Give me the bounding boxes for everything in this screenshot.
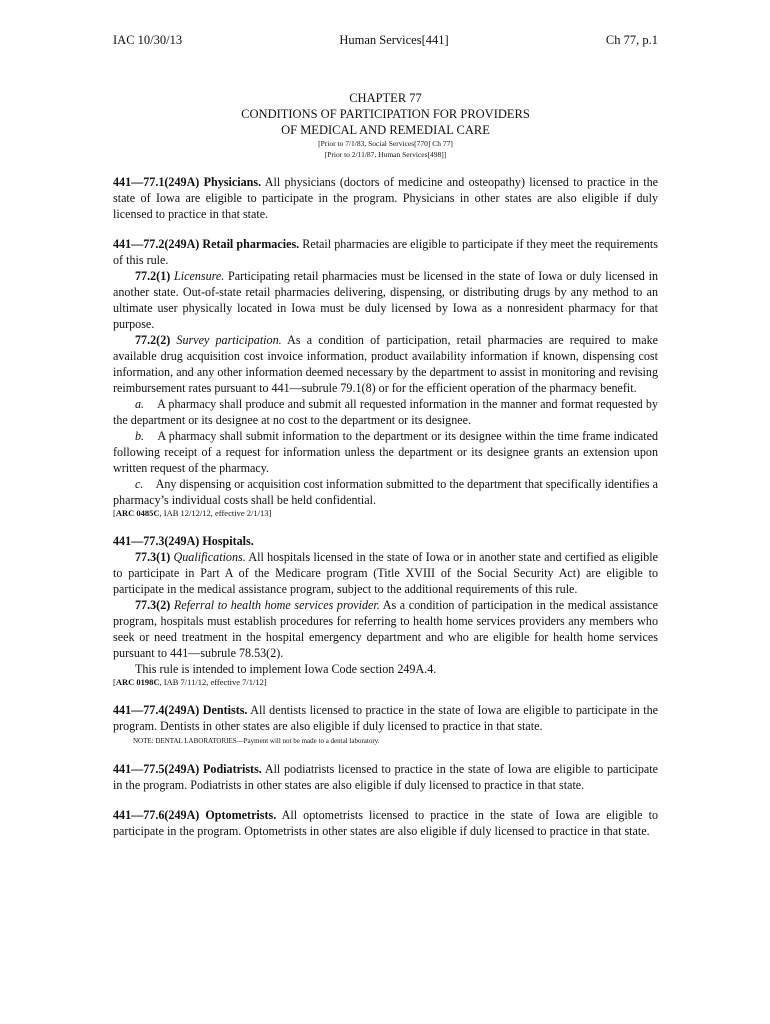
header-agency: Human Services[441] xyxy=(339,33,449,47)
chapter-number: CHAPTER 77 xyxy=(349,91,422,105)
subrule-77-2-2-number: 77.2(2) xyxy=(135,333,171,347)
running-header xyxy=(113,32,658,48)
rule-77-3-history-text: , IAB 7/11/12, effective 7/1/12] xyxy=(159,677,267,687)
rule-77-3-implementation: This rule is intended to implement Iowa Code section 249A.4. xyxy=(135,662,437,676)
subrule-77-3-1-title: Qualifications. xyxy=(170,550,246,564)
header-page: Ch 77, p.1 xyxy=(605,33,658,47)
rule-77-2-text: Retail pharmacies are eligible to participate if they meet the requirements of this rule. xyxy=(113,237,658,267)
rule-77-2-history-text: , IAB 12/12/12, effective 2/1/13] xyxy=(159,508,272,518)
rule-77-2-heading: 441—77.2(249A) Retail pharmacies. xyxy=(113,237,300,251)
subrule-77-3-2-title: Referral to health home services provider. xyxy=(170,598,380,612)
rule-77-3-arc: ARC 0198C xyxy=(115,677,160,687)
rule-77-5-text: All podiatrists licensed to practice in the state of Iowa are eligible to participate in the program. Podiatrists in other states are also eligible if duly licensed to practice in that state. xyxy=(113,762,658,792)
rule-77-5-heading: 441—77.5(249A) Podiatrists. xyxy=(113,762,262,776)
chapter-prior-note-1: [Prior to 7/1/83, Social Services[770] Ch 77] xyxy=(318,139,453,148)
rule-77-1-text: All physicians (doctors of medicine and osteopathy) licensed to practice in the state of Iowa are eligible to participate in the program. Physicians in other states are also eligible if duly licensed to practice in that state. xyxy=(113,175,658,221)
chapter-title-line-1: CONDITIONS OF PARTICIPATION FOR PROVIDERS xyxy=(241,107,530,121)
paragraph-b xyxy=(113,428,658,476)
dental-laboratory-note: NOTE: DENTAL LABORATORIES—Payment will not be made to a dental laboratory. xyxy=(133,737,380,745)
chapter-title-line-2: OF MEDICAL AND REMEDIAL CARE xyxy=(281,123,490,137)
subrule-77-2-2-text: As a condition of participation, retail pharmacies are required to make available drug acquisition cost invoice information, product availability information if known, dispensing cost information, and any other information deemed necessary by the department to assist in monitoring and revising reimbursement rates pursuant to 441—subrule 79.1(8) or for the efficient operation of the pharmacy benefit. xyxy=(113,333,658,395)
paragraph-b-label: b. xyxy=(135,429,145,443)
rule-77-3 xyxy=(113,533,658,549)
paragraph-c-label: c. xyxy=(135,477,144,491)
rule-77-2-arc: ARC 0485C xyxy=(115,508,160,518)
rule-77-1-heading: 441—77.1(249A) Physicians. xyxy=(113,175,262,189)
subrule-77-3-1 xyxy=(113,549,658,597)
subrule-77-3-1-text: All hospitals licensed in the state of Iowa or in another state and certified as eligible to participate in Part A of the Medicare program (Title XVIII of the Social Security Act) are eligible to participate in the medical assistance program, subject to the additional requirements of this rule. xyxy=(113,550,658,596)
rule-77-6-heading: 441—77.6(249A) Optometrists. xyxy=(113,808,277,822)
subrule-77-2-2-paragraphs xyxy=(113,396,658,508)
subrule-77-3-2 xyxy=(113,597,658,661)
subrule-77-3-1-number: 77.3(1) xyxy=(135,550,171,564)
chapter-heading xyxy=(113,90,658,160)
rule-77-4 xyxy=(113,702,658,734)
rule-77-3-heading: 441—77.3(249A) Hospitals. xyxy=(113,534,254,548)
paragraph-c xyxy=(113,476,658,508)
subrule-77-2-1-title: Licensure. xyxy=(170,269,225,283)
paragraph-c-text: Any dispensing or acquisition cost information submitted to the department that specifically identifies a pharmacy’s individual costs shall be held confidential. xyxy=(113,477,658,507)
rule-77-5 xyxy=(113,761,658,793)
rule-77-4-heading: 441—77.4(249A) Dentists. xyxy=(113,703,248,717)
rule-77-6 xyxy=(113,807,658,839)
subrule-77-2-1-text: Participating retail pharmacies must be licensed in the state of Iowa or duly licensed in another state. Out-of-state retail pharmacies delivering, dispensing, or distributing drugs by any method to an ultimate user physically located in Iowa must be duly licensed by Iowa as a nonresident pharmacy for that purpose. xyxy=(113,269,658,331)
rule-77-4-text: All dentists licensed to practice in the state of Iowa are eligible to participate in the program. Dentists in other states are also eligible if duly licensed to practice in that state. xyxy=(113,703,658,733)
subrule-77-2-1 xyxy=(113,268,658,332)
subrule-77-2-2-title: Survey participation. xyxy=(170,333,282,347)
paragraph-b-text: A pharmacy shall submit information to the department or its designee within the time frame indicated following receipt of a request for information unless the department or its designee grants an extension upon written request of the pharmacy. xyxy=(113,429,658,475)
paragraph-a xyxy=(113,396,658,428)
paragraph-a-text: A pharmacy shall produce and submit all requested information in the manner and format requested by the department or its designee at no cost to the department or its designee. xyxy=(113,397,658,427)
subrule-77-2-2 xyxy=(113,332,658,396)
paragraph-a-label: a. xyxy=(135,397,145,411)
rule-77-6-text: All optometrists licensed to practice in the state of Iowa are eligible to participate in the program. Optometrists in other states are also eligible if duly licensed to practice in that state. xyxy=(113,808,659,838)
header-date: IAC 10/30/13 xyxy=(113,33,183,47)
rule-77-2 xyxy=(113,236,658,268)
rule-77-3-history: [ARC 0198C, IAB 7/11/12, effective 7/1/12] xyxy=(113,677,267,687)
subrule-77-2-1-number: 77.2(1) xyxy=(135,269,171,283)
chapter-prior-note-2: [Prior to 2/11/87, Human Services[498]] xyxy=(324,150,447,159)
subrule-77-3-2-number: 77.3(2) xyxy=(135,598,171,612)
rule-77-1 xyxy=(113,174,658,222)
rule-77-2-history: [ARC 0485C, IAB 12/12/12, effective 2/1/13] xyxy=(113,508,272,518)
subrule-77-3-2-text: As a condition of participation in the medical assistance program, hospitals must establish procedures for referring to health home services providers any members who seek or need treatment in the hospital emergency department and who are eligible for health home services pursuant to 441—subrule 78.53(2). xyxy=(113,598,659,660)
